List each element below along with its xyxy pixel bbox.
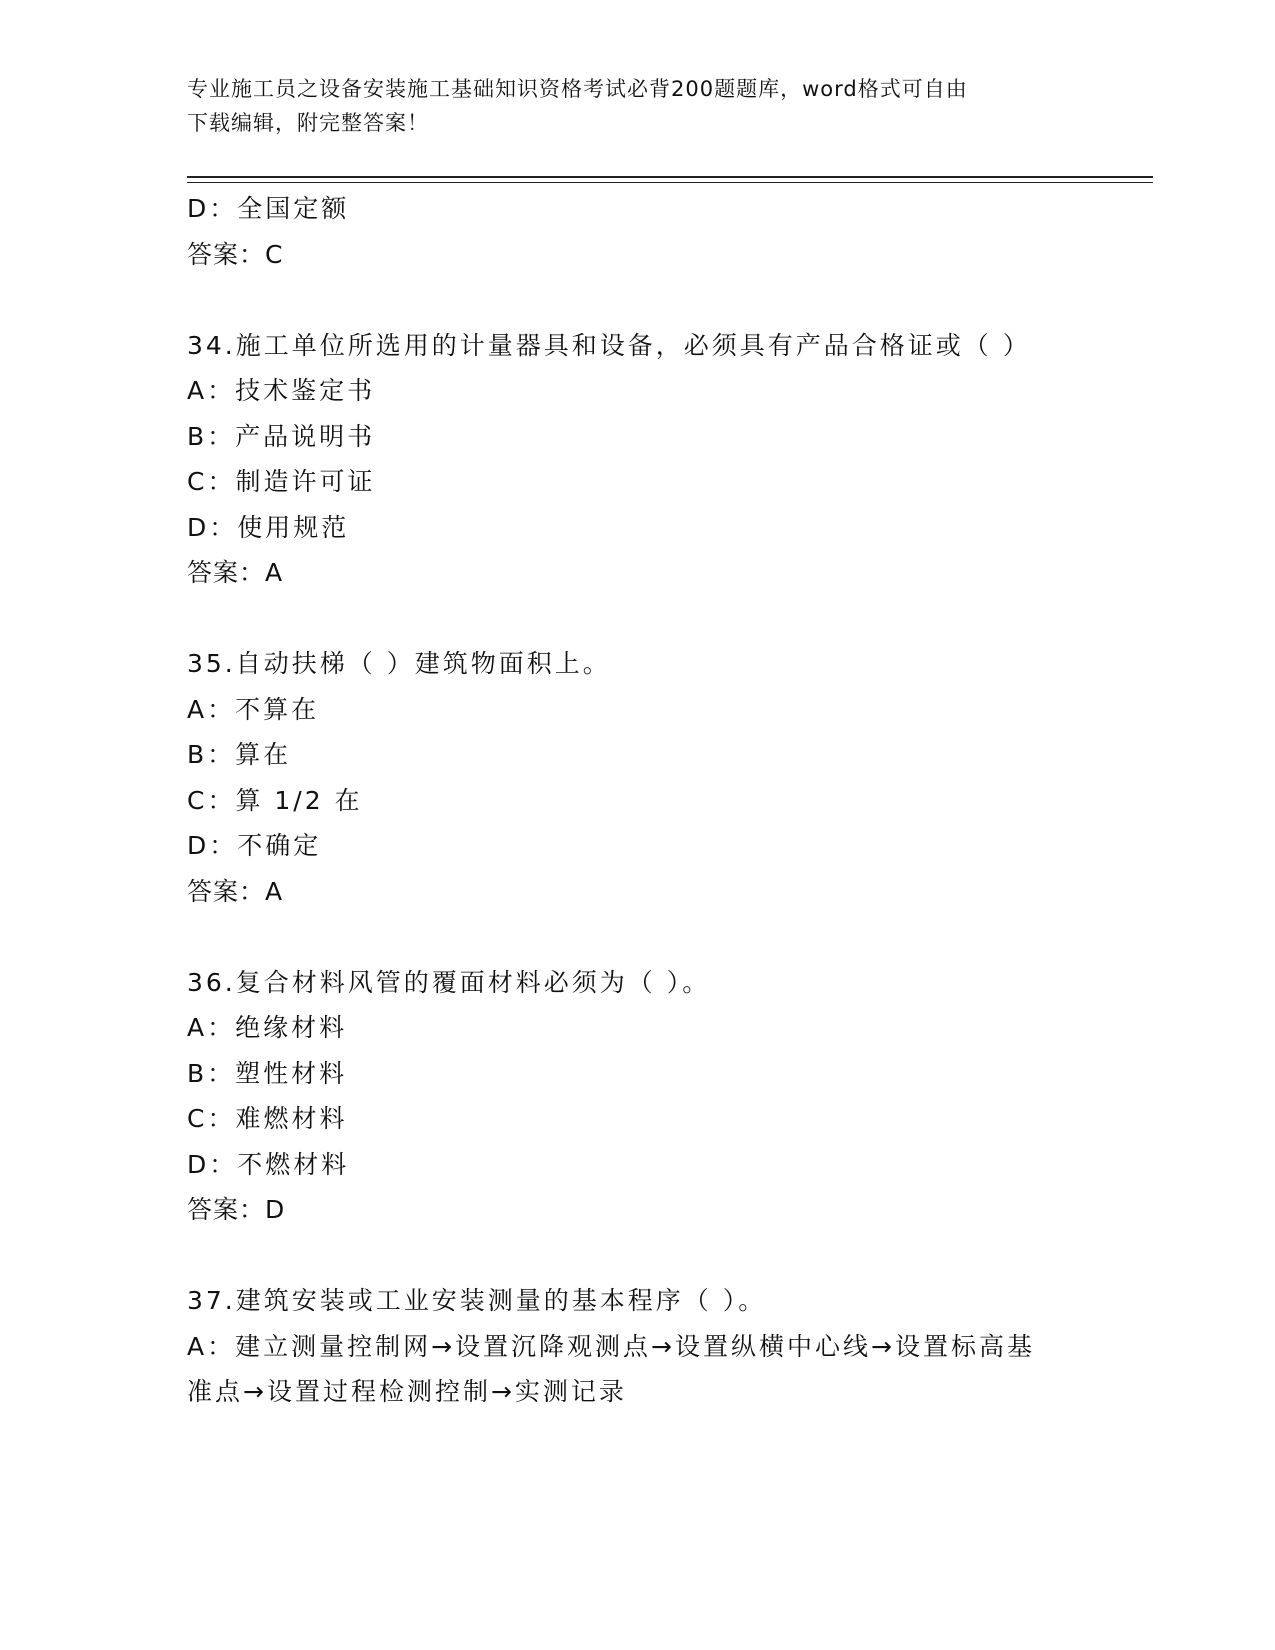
spacer xyxy=(187,277,1087,323)
prev-option-d: D：全国定额 xyxy=(187,194,350,223)
question-34-answer: 答案：A xyxy=(187,558,284,587)
question-36-option-b: B：塑性材料 xyxy=(187,1058,348,1088)
question-36-option-c: C：难燃材料 xyxy=(187,1104,348,1133)
question-36-stem: 36.复合材料风管的覆面材料必须为（ ）。 xyxy=(187,967,711,997)
question-34-option-b: B：产品说明书 xyxy=(187,421,376,451)
question-list xyxy=(187,186,1087,1415)
header-divider-thick xyxy=(187,176,1153,178)
document-header xyxy=(187,72,1087,140)
question-34-option-c: C：制造许可证 xyxy=(187,467,376,496)
spacer xyxy=(187,1233,1087,1279)
question-34-option-a: A：技术鉴定书 xyxy=(187,376,376,405)
prev-answer: 答案：C xyxy=(187,239,284,269)
question-37-option-a-line-1: A：建立测量控制网→设置沉降观测点→设置纵横中心线→设置标高基 xyxy=(187,1331,1035,1361)
question-36-option-a: A：绝缘材料 xyxy=(187,1013,348,1042)
question-35-option-b: B：算在 xyxy=(187,740,292,769)
question-34-stem: 34.施工单位所选用的计量器具和设备，必须具有产品合格证或（ ） xyxy=(187,330,1031,360)
header-divider-thin xyxy=(187,182,1153,183)
question-36-option-d: D：不燃材料 xyxy=(187,1149,350,1179)
spacer xyxy=(187,914,1087,960)
question-35-option-c: C：算 1/2 在 xyxy=(187,785,363,815)
header-line-2: 下载编辑，附完整答案！ xyxy=(187,111,429,135)
question-35-option-a: A：不算在 xyxy=(187,694,320,724)
question-36-answer: 答案：D xyxy=(187,1195,286,1224)
question-37-stem: 37.建筑安装或工业安装测量的基本程序（ ）。 xyxy=(187,1286,767,1315)
question-35-answer: 答案：A xyxy=(187,876,284,906)
question-34-option-d: D：使用规范 xyxy=(187,512,350,542)
spacer xyxy=(187,596,1087,642)
question-35-stem: 35.自动扶梯（ ）建筑物面积上。 xyxy=(187,649,611,678)
header-line-1: 专业施工员之设备安装施工基础知识资格考试必背200题题库，word格式可自由 xyxy=(187,77,968,101)
question-35-option-d: D：不确定 xyxy=(187,831,322,860)
question-37-option-a-line-2: 准点→设置过程检测控制→实测记录 xyxy=(187,1377,627,1406)
